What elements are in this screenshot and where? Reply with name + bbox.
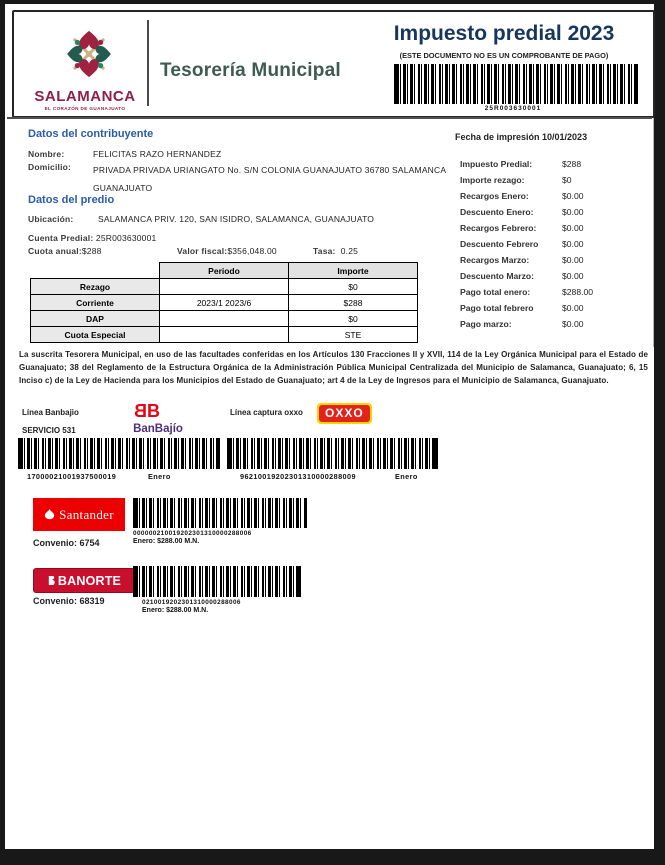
oxxo-barcode <box>227 438 438 469</box>
valor-fiscal-row <box>177 246 277 256</box>
table-row-rezago <box>31 279 418 295</box>
nombre-label: Nombre: <box>28 149 65 159</box>
santander-wordmark: Santander <box>59 506 114 522</box>
header-bottom-divider <box>7 117 652 119</box>
cuenta-predial-row <box>28 233 156 243</box>
banbajio-line-label: Línea Banbajio <box>22 408 79 417</box>
resumen-value: $0.00 <box>562 303 584 313</box>
cuota-anual-row <box>28 246 102 256</box>
resumen-row <box>460 255 650 265</box>
santander-barcode <box>133 498 307 528</box>
resumen-row <box>460 303 650 313</box>
importe-cell: $0 <box>289 279 418 295</box>
domicilio-row <box>28 162 71 172</box>
banorte-barcode-number: 0210019202301310000288006 <box>142 599 241 606</box>
resumen-value: $0.00 <box>562 271 584 281</box>
resumen-row <box>460 207 650 217</box>
valor-fiscal-value: $356,048.00 <box>227 246 277 256</box>
periodo-cell: 2023/1 2023/6 <box>160 295 289 311</box>
table-header-row <box>31 263 418 279</box>
resumen-row <box>460 319 650 329</box>
logo-tagline: EL CORAZÓN DE GUANAJUATO <box>44 106 126 111</box>
santander-flame-icon <box>44 509 55 520</box>
periodo-cell <box>160 279 289 295</box>
resumen-value: $0.00 <box>562 207 584 217</box>
tasa-label: Tasa: <box>313 246 336 256</box>
importe-cell: STE <box>289 327 418 343</box>
cuota-anual-value: $288 <box>81 246 102 256</box>
resumen-value: $0.00 <box>562 223 584 233</box>
banbajio-servicio-label: SERVICIO 531 <box>22 426 76 435</box>
ubicacion-row <box>28 214 73 224</box>
banorte-wordmark: BANORTE <box>57 573 122 588</box>
section-title-contribuyente: Datos del contribuyente <box>28 128 154 140</box>
banbajio-month: Enero <box>148 472 171 481</box>
row-label: Corriente <box>31 295 160 311</box>
banbajio-monogram-icon: BB <box>136 401 158 421</box>
document-header <box>12 10 655 118</box>
resumen-label: Pago total enero: <box>460 287 531 297</box>
importe-cell: $288 <box>289 295 418 311</box>
santander-barcode-number: 000000210019202301310000288006 <box>133 530 252 537</box>
resumen-value: $0.00 <box>562 319 584 329</box>
resumen-label: Recargos Febrero: <box>460 223 537 233</box>
resumen-value: $288 <box>562 159 582 169</box>
resumen-row <box>460 175 650 185</box>
table-row-cuota-especial <box>31 327 418 343</box>
cuota-anual-label: Cuota anual: <box>28 246 82 256</box>
oxxo-barcode-number: 96210019202301310000288009 <box>240 472 356 481</box>
table-row-dap <box>31 311 418 327</box>
domicilio-label: Domicilio: <box>28 162 72 172</box>
document-page <box>5 4 654 849</box>
periodo-cell <box>160 327 289 343</box>
resumen-row <box>460 271 650 281</box>
account-barcode <box>394 64 638 104</box>
header-divider <box>147 20 149 106</box>
row-label: DAP <box>31 311 160 327</box>
resumen-value: $288.00 <box>562 287 594 297</box>
domicilio-value: PRIVADA PRIVADA URIANGATO No. S/N COLONIA GUANAJUATO 36780 SALAMANCA GUANAJUATO <box>93 165 446 193</box>
banbajio-barcode <box>18 438 220 469</box>
tasa-value: 0.25 <box>340 246 359 256</box>
oxxo-logo <box>317 403 372 424</box>
fecha-impresion: Fecha de impresión 10/01/2023 <box>455 132 588 142</box>
resumen-row <box>460 159 650 169</box>
ubicacion-label: Ubicación: <box>28 214 74 224</box>
periodo-cell <box>160 311 289 327</box>
banbajio-wordmark: BanBajío <box>133 423 183 435</box>
right-panel-border <box>653 118 654 347</box>
cuenta-predial-label: Cuenta Predial: <box>28 233 94 243</box>
santander-amount: Enero: $288.00 M.N. <box>133 538 200 545</box>
oxxo-wordmark: OXXO <box>319 405 370 422</box>
resumen-label: Descuento Febrero <box>460 239 539 249</box>
resumen-label: Descuento Enero: <box>460 207 534 217</box>
resumen-row <box>460 239 650 249</box>
periodos-table <box>30 262 418 343</box>
logo-city-name: SALAMANCA <box>34 88 136 105</box>
table-header-importe: Importe <box>289 263 418 279</box>
legal-text: La suscrita Tesorera Municipal, en uso de las facultades conferidas en los Artículos 130 Fracciones II y XVII, 114 de la Ley Orgánica Municipal para el Estado de Guanajuato; 38 del Reglamento de la Estructura Orgánica de la Administración Pública Municipal Centralizada del Municipio de Salamanca, Guanajuato; 6, 15 Inciso c) de la Ley de Hacienda para los Municipios del Estado de Guanajuato; art 4 de la Ley de Ingresos para el Municipio de Salamanca, Guanajuato. <box>19 350 648 386</box>
resumen-value: $0.00 <box>562 191 584 201</box>
resumen-value: $0.00 <box>562 239 584 249</box>
row-label: Cuota Especial <box>31 327 160 343</box>
table-row-corriente <box>31 295 418 311</box>
ubicacion-value: SALAMANCA PRIV. 120, SAN ISIDRO, SALAMANCA, GUANAJUATO <box>98 214 375 224</box>
oxxo-line-label: Línea captura oxxo <box>230 408 303 417</box>
banorte-convenio: Convenio: 68319 <box>33 596 105 606</box>
banorte-logo <box>33 568 135 593</box>
nombre-row <box>28 149 64 159</box>
resumen-label: Pago total febrero <box>460 303 534 313</box>
santander-logo <box>33 498 125 531</box>
importe-cell: $0 <box>289 311 418 327</box>
row-label: Rezago <box>31 279 160 295</box>
table-header-periodo: Periodo <box>160 263 289 279</box>
salamanca-emblem-icon <box>60 21 118 87</box>
resumen-label: Descuento Marzo: <box>460 271 535 281</box>
resumen-row <box>460 223 650 233</box>
valor-fiscal-label: Valor fiscal: <box>177 246 228 256</box>
resumen-value: $0.00 <box>562 255 584 265</box>
banorte-glyph-icon <box>47 575 56 586</box>
nombre-value: FELICITAS RAZO HERNANDEZ <box>93 149 222 159</box>
resumen-row <box>460 287 650 297</box>
resumen-label: Recargos Enero: <box>460 191 529 201</box>
resumen-row <box>460 191 650 201</box>
banorte-amount: Enero: $288.00 M.N. <box>142 607 209 614</box>
document-title: Impuesto predial 2023 <box>393 22 615 45</box>
santander-convenio: Convenio: 6754 <box>33 538 100 548</box>
table-header-empty <box>31 263 160 279</box>
resumen-label: Recargos Marzo: <box>460 255 530 265</box>
resumen-label: Pago marzo: <box>460 319 512 329</box>
account-barcode-number: 25R003630001 <box>484 105 542 112</box>
cuenta-predial-value: 25R003630001 <box>95 233 157 243</box>
banbajio-barcode-number: 17000021001937500019 <box>27 472 117 481</box>
resumen-label: Importe rezago: <box>460 175 525 185</box>
banorte-barcode <box>133 566 301 597</box>
tasa-row <box>313 246 358 256</box>
document-subtitle: (ESTE DOCUMENTO NO ES UN COMPROBANTE DE PAGO) <box>399 51 609 60</box>
section-title-predio: Datos del predio <box>28 194 115 206</box>
resumen-label: Impuesto Predial: <box>460 159 533 169</box>
department-title: Tesorería Municipal <box>160 60 341 81</box>
resumen-value: $0 <box>562 175 572 185</box>
oxxo-month: Enero <box>395 472 418 481</box>
